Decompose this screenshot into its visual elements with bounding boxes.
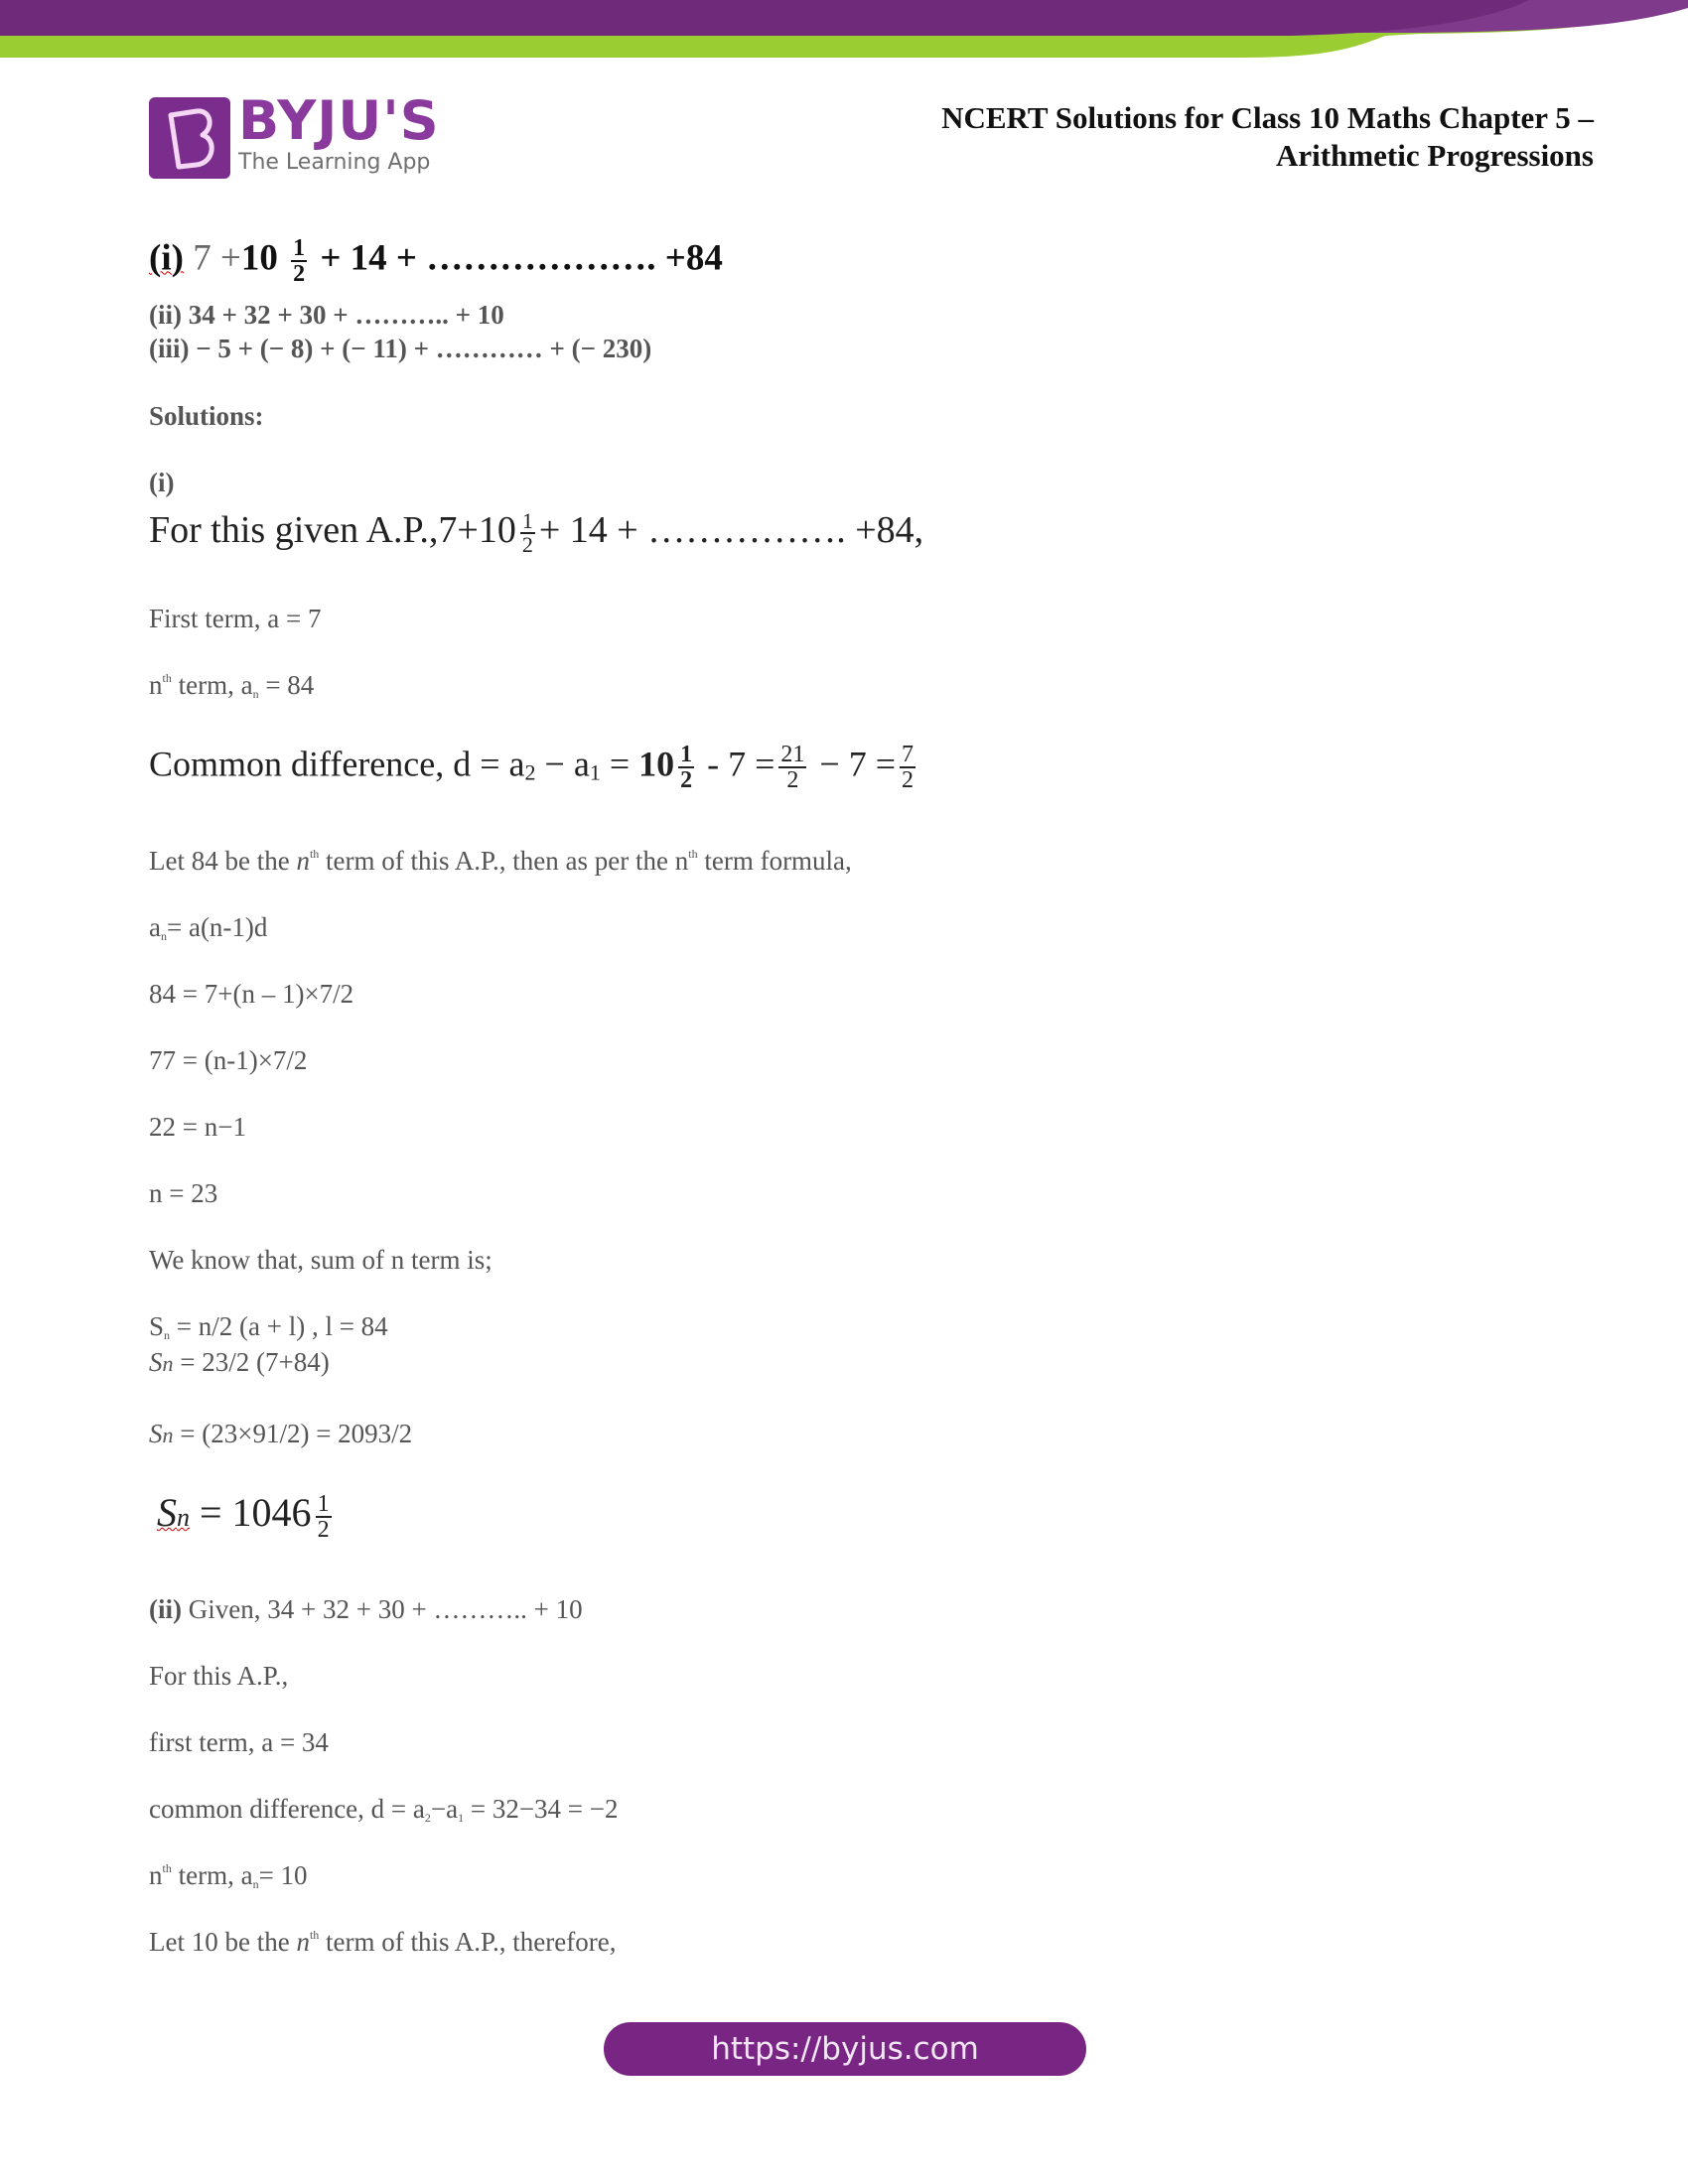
- fraction: $\frac{1}{2}$: [317, 1490, 330, 1543]
- page-title: [941, 99, 1594, 175]
- footer-url-link[interactable]: https://byjus.com: [604, 2022, 1086, 2076]
- question-iii: (iii) − 5 + (− 8) + (− 11) + ………… + (− 230): [149, 334, 652, 363]
- fraction: $\frac{1}{2}$: [293, 235, 306, 287]
- part-i-label: (i): [149, 468, 175, 497]
- brand-name: BYJU'S: [238, 89, 440, 152]
- step-4: n = 23: [149, 1178, 218, 1208]
- nth-term-formula: $a_n= a(n-1)d$: [149, 912, 268, 943]
- sum-intro: We know that, sum of n term is;: [149, 1245, 492, 1275]
- fraction: $\frac{1}{2}$: [680, 742, 693, 793]
- first-term-line: First term, a = 7: [149, 604, 322, 633]
- step-1: 84 = 7+(n – 1)×7/2: [149, 979, 354, 1009]
- question-ii: (ii) 34 + 32 + 30 + ……….. + 10: [149, 300, 504, 330]
- byjus-b-logo-icon: [149, 97, 230, 179]
- brand-tagline: The Learning App: [238, 150, 431, 175]
- title-line-1: NCERT Solutions for Class 10 Maths Chapter 5 –: [941, 100, 1594, 135]
- question-i: (i) 7 +10 $\frac{1}{2}$ + 14 + ………………. +84: [149, 235, 723, 287]
- sum-result: Sn = 1046 $\frac{1}{2}$: [157, 1490, 330, 1543]
- header-band: [0, 0, 1688, 69]
- nth-term-10: $n^{th}$ term, $a_n= 10$: [149, 1860, 308, 1891]
- let-10-line: Let 10 be the $n^{th}$ term of this A.P., therefore,: [149, 1927, 617, 1957]
- nth-term-line: $n^{th}$ term, $a_n = 84$: [149, 670, 315, 701]
- sum-step-2: Sn = (23×91/2) = 2093/2: [149, 1419, 413, 1448]
- sum-formula: $S_n = n/2$ (a + l) , l = 84: [149, 1311, 388, 1342]
- common-difference-ii: common difference, $d = a_2-a_1 = 32-34 = -2$: [149, 1794, 619, 1825]
- let-84-line: Let 84 be the $n^{th}$ term of this A.P., then as per the $n^{th}$ term formula,: [149, 846, 852, 876]
- fraction: $\frac{7}{2}$: [902, 742, 914, 793]
- title-line-2: Arithmetic Progressions: [1276, 138, 1594, 173]
- given-ap-line: For this given A.P.,7+10 $\frac{1}{2}$ + 14 + ……………. +84,: [149, 508, 924, 558]
- for-this-ap: For this A.P.,: [149, 1661, 289, 1691]
- sum-step-1: Sn = 23/2 (7+84): [149, 1347, 330, 1377]
- solutions-heading: Solutions:: [149, 401, 264, 431]
- step-3: 22 = n−1: [149, 1112, 246, 1142]
- first-term-34: first term, a = 34: [149, 1727, 329, 1757]
- step-2: 77 = (n-1)×7/2: [149, 1045, 308, 1075]
- fraction: $\frac{1}{2}$: [521, 508, 533, 558]
- fraction: $\frac{21}{2}$: [780, 742, 805, 793]
- part-ii-given: (ii) Given, 34 + 32 + 30 + ……….. + 10: [149, 1594, 583, 1624]
- byjus-logo: [149, 89, 440, 179]
- common-difference-line: Common difference, d = a2 − a1 = 10 $\frac{1}{2}$ - 7 = $\frac{21}{2}$ − 7 = $\frac{7}{2}$: [149, 742, 914, 793]
